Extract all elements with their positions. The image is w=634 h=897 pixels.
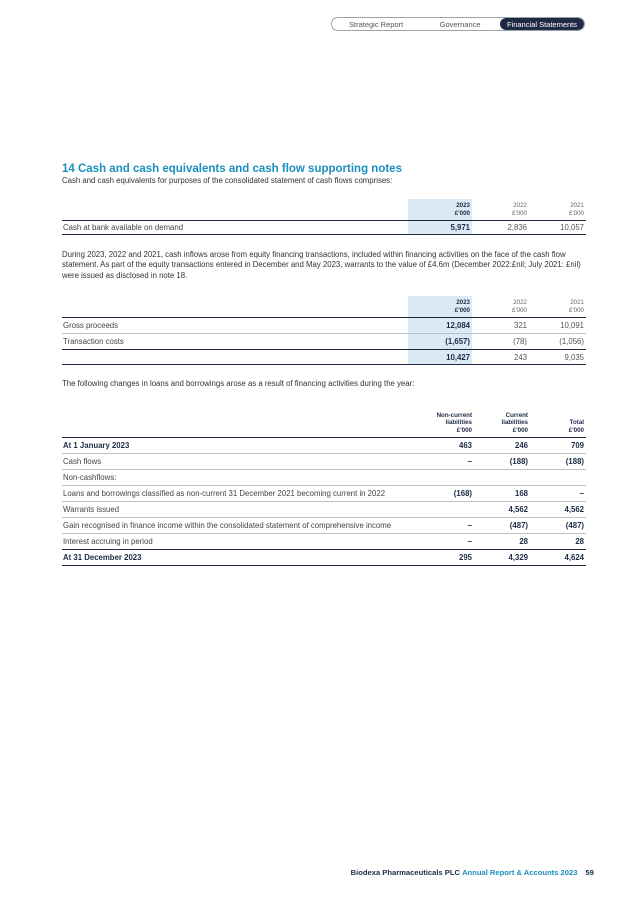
cell-total <box>530 470 586 486</box>
cell-non-current <box>418 502 474 518</box>
row-label: At 31 December 2023 <box>62 550 418 566</box>
table-row <box>62 534 586 550</box>
financing-paragraph: During 2023, 2022 and 2021, cash inflows arose from equity financing transactions, included within financing activities on the face of the cash flow statement. As part of the equity transactions entered in December and May 2023, warrants to the value of £4.6m (December 2022:£nil; July 2021: £nil) were issued as disclosed in note 18. <box>62 250 581 280</box>
col-header-total: Total £'000 <box>568 419 584 434</box>
cell-current: (487) <box>474 518 530 534</box>
row-label: Cash flows <box>62 454 418 470</box>
cell-non-current: – <box>418 454 474 470</box>
loans-borrowings-table <box>62 402 586 566</box>
tab-governance[interactable]: Governance <box>439 19 481 29</box>
cell-2023: 5,971 <box>408 221 472 235</box>
row-label: At 1 January 2023 <box>62 438 418 454</box>
table-row <box>62 221 586 235</box>
footer-company: Biodexa Pharmaceuticals PLC <box>350 868 460 877</box>
loans-paragraph: The following changes in loans and borrowings arose as a result of financing activities during the year: <box>62 379 415 388</box>
row-label: Gain recognised in finance income within the consolidated statement of comprehensive income <box>62 518 418 534</box>
page-number: 59 <box>585 868 594 877</box>
col-header-2023: 2023 £'000 <box>408 296 472 318</box>
cell-non-current: 295 <box>418 550 474 566</box>
cell-2021: 10,091 <box>529 318 586 334</box>
table-row <box>62 486 586 502</box>
row-label: Interest accruing in period <box>62 534 418 550</box>
table-row <box>62 518 586 534</box>
section-title: 14 Cash and cash equivalents and cash flow supporting notes <box>62 163 402 175</box>
cell-total: – <box>530 486 586 502</box>
row-label: Non-cashflows: <box>62 470 418 486</box>
row-label: Cash at bank available on demand <box>62 221 408 235</box>
cell-current: 246 <box>474 438 530 454</box>
cell-total: (188) <box>530 454 586 470</box>
col-header-2021: 2021 £'000 <box>569 202 584 217</box>
row-label: Gross proceeds <box>62 318 408 334</box>
cell-non-current: – <box>418 534 474 550</box>
equity-financing-table <box>62 296 586 365</box>
table-row <box>62 502 586 518</box>
cell-2023: (1,657) <box>408 334 472 350</box>
cell-current: 28 <box>474 534 530 550</box>
cell-2022: (78) <box>472 334 529 350</box>
cell-total: 4,624 <box>530 550 586 566</box>
cell-current: 168 <box>474 486 530 502</box>
col-header-non-current: Non-current liabilities £'000 <box>436 411 472 434</box>
col-header-2022: 2022 £'000 <box>512 299 527 314</box>
row-label: Warrants issued <box>62 502 418 518</box>
table-row <box>62 334 586 350</box>
row-label <box>62 350 408 365</box>
table-total-row <box>62 350 586 365</box>
table-row <box>62 318 586 334</box>
cell-non-current: 463 <box>418 438 474 454</box>
cell-current: 4,562 <box>474 502 530 518</box>
cell-2021: (1,056) <box>529 334 586 350</box>
col-header-current: Current liabilities £'000 <box>501 411 528 434</box>
section-intro: Cash and cash equivalents for purposes of the consolidated statement of cash flows comprises: <box>62 176 393 185</box>
page-footer <box>351 868 594 877</box>
section-nav <box>331 17 585 31</box>
cell-2022: 2,836 <box>472 221 529 235</box>
cell-2022: 243 <box>472 350 529 365</box>
table-row <box>62 470 586 486</box>
table-row <box>62 438 586 454</box>
cell-non-current: – <box>418 518 474 534</box>
row-label: Transaction costs <box>62 334 408 350</box>
col-header-2021: 2021 £'000 <box>569 299 584 314</box>
cell-current: 4,329 <box>474 550 530 566</box>
cell-2021: 9,035 <box>529 350 586 365</box>
cell-2023: 12,084 <box>408 318 472 334</box>
row-label: Loans and borrowings classified as non-current 31 December 2021 becoming current in 2022 <box>62 486 418 502</box>
cell-2021: 10,057 <box>529 221 586 235</box>
cell-total: (487) <box>530 518 586 534</box>
table-row <box>62 454 586 470</box>
cell-total: 4,562 <box>530 502 586 518</box>
col-header-2022: 2022 £'000 <box>512 202 527 217</box>
cash-equivalents-table <box>62 199 586 235</box>
col-header-2023: 2023 £'000 <box>408 199 472 221</box>
cell-non-current <box>418 470 474 486</box>
cell-current <box>474 470 530 486</box>
footer-report: Annual Report & Accounts 2023 <box>462 868 578 877</box>
cell-total: 28 <box>530 534 586 550</box>
cell-current: (188) <box>474 454 530 470</box>
tab-financial-statements[interactable]: Financial Statements <box>500 18 584 30</box>
cell-2022: 321 <box>472 318 529 334</box>
cell-2023: 10,427 <box>408 350 472 365</box>
cell-total: 709 <box>530 438 586 454</box>
cell-non-current: (168) <box>418 486 474 502</box>
table-total-row <box>62 550 586 566</box>
tab-strategic-report[interactable]: Strategic Report <box>349 19 404 29</box>
